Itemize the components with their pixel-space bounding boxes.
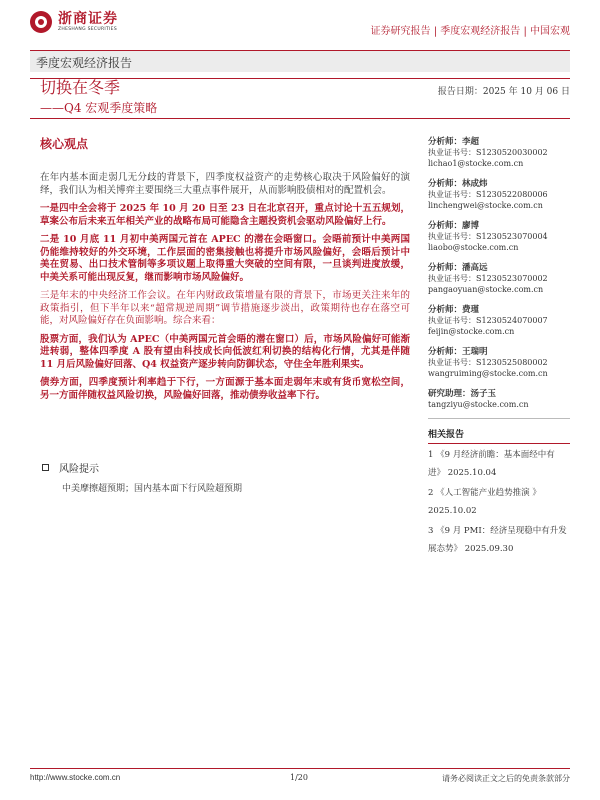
analyst-email[interactable]: lichao1@stocke.com.cn — [428, 159, 524, 168]
analyst-name: 费瑾 — [462, 305, 480, 315]
footer-site-link[interactable]: http://www.stocke.com.cn — [30, 773, 121, 782]
analyst-card: 分析师：李超 执业证书号：S1230520030002 lichao1@stocke.com.cn — [428, 135, 570, 169]
footer-disclaimer: 请务必阅读正文之后的免责条款部分 — [442, 774, 570, 783]
logo-name-cn: 浙商证券 — [58, 11, 118, 27]
report-type-band — [30, 50, 570, 72]
analyst-email[interactable]: liaobo@stocke.com.cn — [428, 243, 519, 252]
analyst-cert: 执业证书号：S1230520030002 — [428, 148, 548, 157]
logo-mark-icon — [30, 11, 52, 33]
analyst-card: 分析师：费瑾 执业证书号：S1230524070007 feijin@stocke.com.cn — [428, 303, 570, 337]
page-subtitle: ——Q4 宏观季度策略 — [40, 101, 158, 115]
analyst-name: 王瑞明 — [462, 347, 488, 357]
company-logo — [30, 11, 118, 33]
sidebar — [428, 135, 570, 558]
analyst-email[interactable]: feijin@stocke.com.cn — [428, 327, 515, 336]
analyst-name: 李超 — [462, 137, 480, 147]
analyst-name: 廖博 — [462, 221, 480, 231]
core-views-section — [40, 135, 410, 408]
analyst-name: 潘高远 — [462, 263, 488, 273]
page-number: 1/20 — [290, 773, 308, 782]
analyst-card: 分析师：廖博 执业证书号：S1230523070004 liaobo@stocke.com.cn — [428, 219, 570, 253]
analyst-cert: 执业证书号：S1230523070004 — [428, 232, 548, 241]
analyst-email[interactable]: pangaoyuan@stocke.com.cn — [428, 285, 544, 294]
logo-name-en: ZHESHANG SECURITIES — [58, 27, 117, 32]
checkbox-square-icon — [42, 464, 49, 471]
analyst-cert: 执业证书号：S1230525080002 — [428, 358, 548, 367]
page-title: 切换在冬季 — [40, 78, 121, 97]
paragraph-event-1: 一是四中全会将于 2025 年 10 月 20 日至 23 日在北京召开，重点讨论十五五规划，草案公布后未来五年相关产业的战略布局可能隐含主题投资机会驱动风险偏好上行。 — [40, 203, 410, 227]
paragraph-event-3: 三是年末的中央经济工作会议。在年内财政政策增量有限的背景下，市场更关注来年的政策指引，但下半年以来“超常规逆周期”调节措施逐步淡出，政策期待也存在落空可能，对风险偏好存在负面影响。综合来看： — [40, 290, 410, 326]
divider — [428, 418, 570, 419]
report-type-title: 季度宏观经济报告 — [36, 56, 133, 70]
paragraph-event-2: 二是 10 月底 11 月初中美两国元首在 APEC 的潜在会晤窗口。会晤前预计中美两国仍能维持较好的外交环境，工作层面的密集接触也将提升市场风险偏好，会晤后预计中美在贸易、出口技术管制等多项议题上取得重大突破的空间有限，一旦谈判进度放缓，中美关系可能出现反复，继而影响市场风险偏好。 — [40, 234, 410, 283]
risk-text: 中美摩擦超预期；国内基本面下行风险超预期 — [62, 484, 243, 494]
section-heading: 核心观点 — [40, 137, 89, 151]
assistant-email[interactable]: tangziyu@stocke.com.cn — [428, 400, 529, 409]
divider — [30, 118, 570, 119]
paragraph-bonds: 债券方面，四季度预计利率趋于下行，一方面源于基本面走弱年末或有货币宽松空间，另一方面伴随权益风险切换，风险偏好回落，推动债券收益率下行。 — [40, 377, 410, 401]
analyst-cert: 执业证书号：S1230522080006 — [428, 190, 548, 199]
report-categories: 证券研究报告 | 季度宏观经济报告 | 中国宏观 — [370, 26, 570, 37]
risk-heading: 风险提示 — [59, 464, 99, 475]
paragraph-equity: 股票方面，我们认为 APEC（中美两国元首会晤的潜在窗口）后，市场风险偏好可能渐进转弱，整体四季度 A 股有望由科技成长向低波红利切换的结构化行情，尤其是伴随 11 月后风险偏好回落、Q4 权益资产逐步转向防御状态，守住全年胜利果实。 — [40, 333, 410, 370]
analyst-email[interactable]: wangruiming@stocke.com.cn — [428, 369, 548, 378]
related-reports-heading: 相关报告 — [428, 427, 570, 444]
risk-section — [42, 460, 412, 494]
analyst-name: 林成炜 — [462, 179, 488, 189]
report-date: 报告日期：2025 年 10 月 06 日 — [437, 87, 570, 97]
assistant-name: 汤子玉 — [470, 389, 497, 399]
analyst-card: 分析师：林成炜 执业证书号：S1230522080006 linchengwei@stocke.com.cn — [428, 177, 570, 211]
analyst-card: 分析师：王瑞明 执业证书号：S1230525080002 wangruiming@stocke.com.cn — [428, 345, 570, 379]
related-report-item[interactable]: 1 《9 月经济前瞻：基本面经中有进》 2025.10.04 — [428, 450, 555, 478]
related-report-item[interactable]: 2 《人工智能产业趋势推演 》 2025.10.02 — [428, 488, 541, 516]
analyst-email[interactable]: linchengwei@stocke.com.cn — [428, 201, 543, 210]
assistant-card: 研究助理：汤子玉 tangziyu@stocke.com.cn — [428, 387, 570, 410]
paragraph-intro: 在年内基本面走弱几无分歧的背景下，四季度权益资产的走势核心取决于风险偏好的演绎，我们认为相关博弈主要围绕三大重点事件展开，从而影响股债相对的配置机会。 — [40, 172, 410, 196]
analyst-card: 分析师：潘高远 执业证书号：S1230523070002 pangaoyuan@stocke.com.cn — [428, 261, 570, 295]
footer-divider — [30, 768, 570, 769]
related-report-item[interactable]: 3 《9 月 PMI：经济呈现稳中有升发展态势》 2025.09.30 — [428, 526, 567, 554]
analyst-cert: 执业证书号：S1230524070007 — [428, 316, 548, 325]
analyst-cert: 执业证书号：S1230523070002 — [428, 274, 548, 283]
